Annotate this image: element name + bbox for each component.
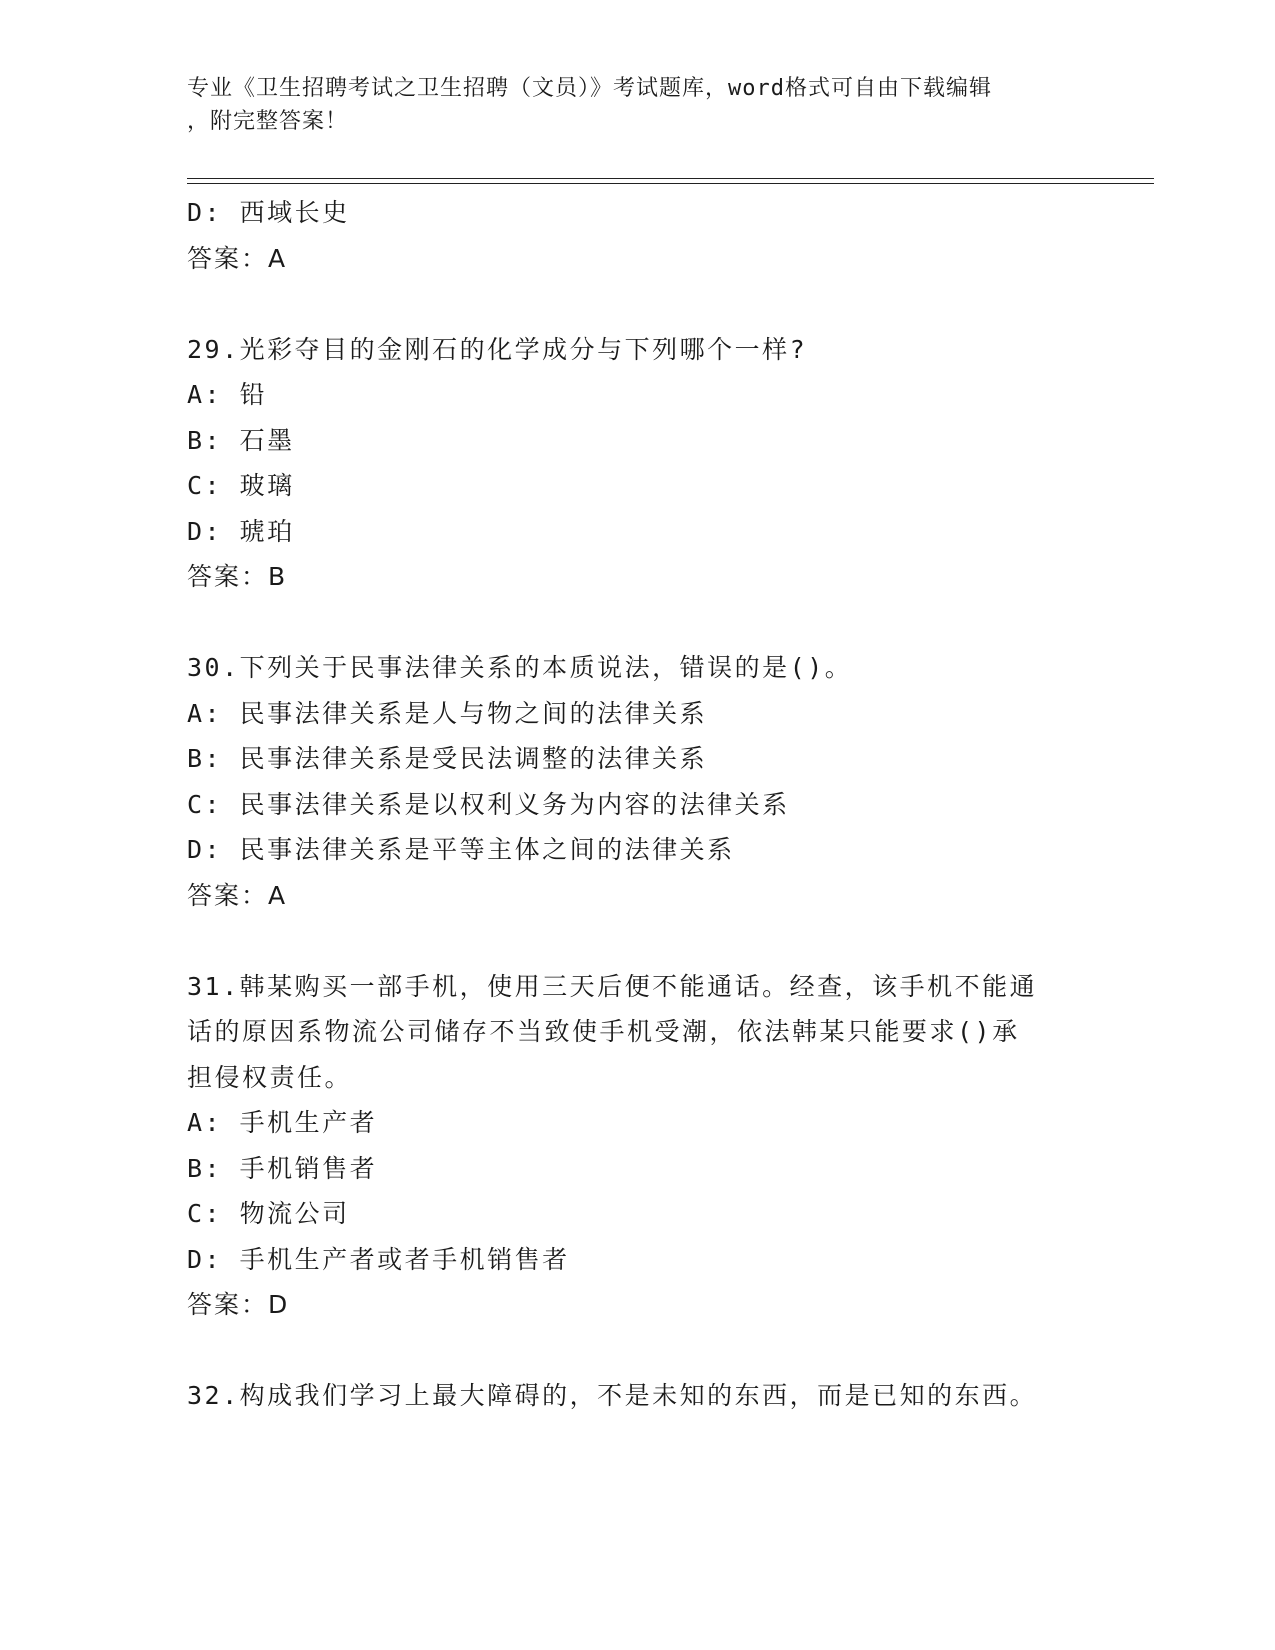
- spacer: [187, 918, 1087, 964]
- question-31: [187, 964, 1087, 1328]
- question-text-line-1: 31.韩某购买一部手机，使用三天后便不能通话。经查，该手机不能通: [187, 971, 1038, 1001]
- question-32: [187, 1373, 1087, 1419]
- header-divider-bottom: [187, 183, 1154, 184]
- question-text-line-3: 担侵权责任。: [187, 1062, 353, 1092]
- spacer: [187, 600, 1087, 646]
- header-line-2: ，附完整答案！: [187, 109, 349, 134]
- option-d: D: 西域长史: [187, 198, 350, 227]
- option-c: C: 玻璃: [187, 471, 295, 500]
- option-a: A: 民事法律关系是人与物之间的法律关系: [187, 698, 708, 728]
- option-b: B: 民事法律关系是受民法调整的法律关系: [187, 744, 708, 773]
- answer-line: 答案：D: [187, 1290, 290, 1319]
- document-header: [187, 72, 1067, 138]
- option-a: A: 铅: [187, 380, 268, 409]
- question-text-line-2: 话的原因系物流公司储存不当致使手机受潮，依法韩某只能要求()承: [187, 1017, 1020, 1046]
- option-a: A: 手机生产者: [187, 1108, 378, 1137]
- previous-question-tail: [187, 190, 1087, 281]
- option-c: C: 物流公司: [187, 1199, 350, 1228]
- header-line-1: 专业《卫生招聘考试之卫生招聘（文员）》考试题库，word格式可自由下载编辑: [187, 76, 992, 101]
- option-d: D: 手机生产者或者手机销售者: [187, 1244, 570, 1274]
- header-divider-top: [187, 178, 1154, 179]
- spacer: [187, 1328, 1087, 1374]
- answer-line: 答案：A: [187, 243, 288, 273]
- answer-line: 答案：B: [187, 562, 288, 591]
- question-text: 32.构成我们学习上最大障碍的，不是未知的东西，而是已知的东西。: [187, 1381, 1038, 1410]
- option-b: B: 手机销售者: [187, 1153, 378, 1183]
- option-c: C: 民事法律关系是以权利义务为内容的法律关系: [187, 789, 790, 819]
- question-text: 30.下列关于民事法律关系的本质说法，错误的是()。: [187, 653, 853, 682]
- option-d: D: 民事法律关系是平等主体之间的法律关系: [187, 835, 735, 864]
- answer-line: 答案：A: [187, 880, 288, 910]
- question-30: [187, 645, 1087, 918]
- option-b: B: 石墨: [187, 425, 295, 455]
- question-29: [187, 327, 1087, 600]
- spacer: [187, 281, 1087, 327]
- option-d: D: 琥珀: [187, 516, 295, 546]
- question-list: [187, 190, 1087, 1419]
- question-text: 29.光彩夺目的金刚石的化学成分与下列哪个一样?: [187, 334, 808, 364]
